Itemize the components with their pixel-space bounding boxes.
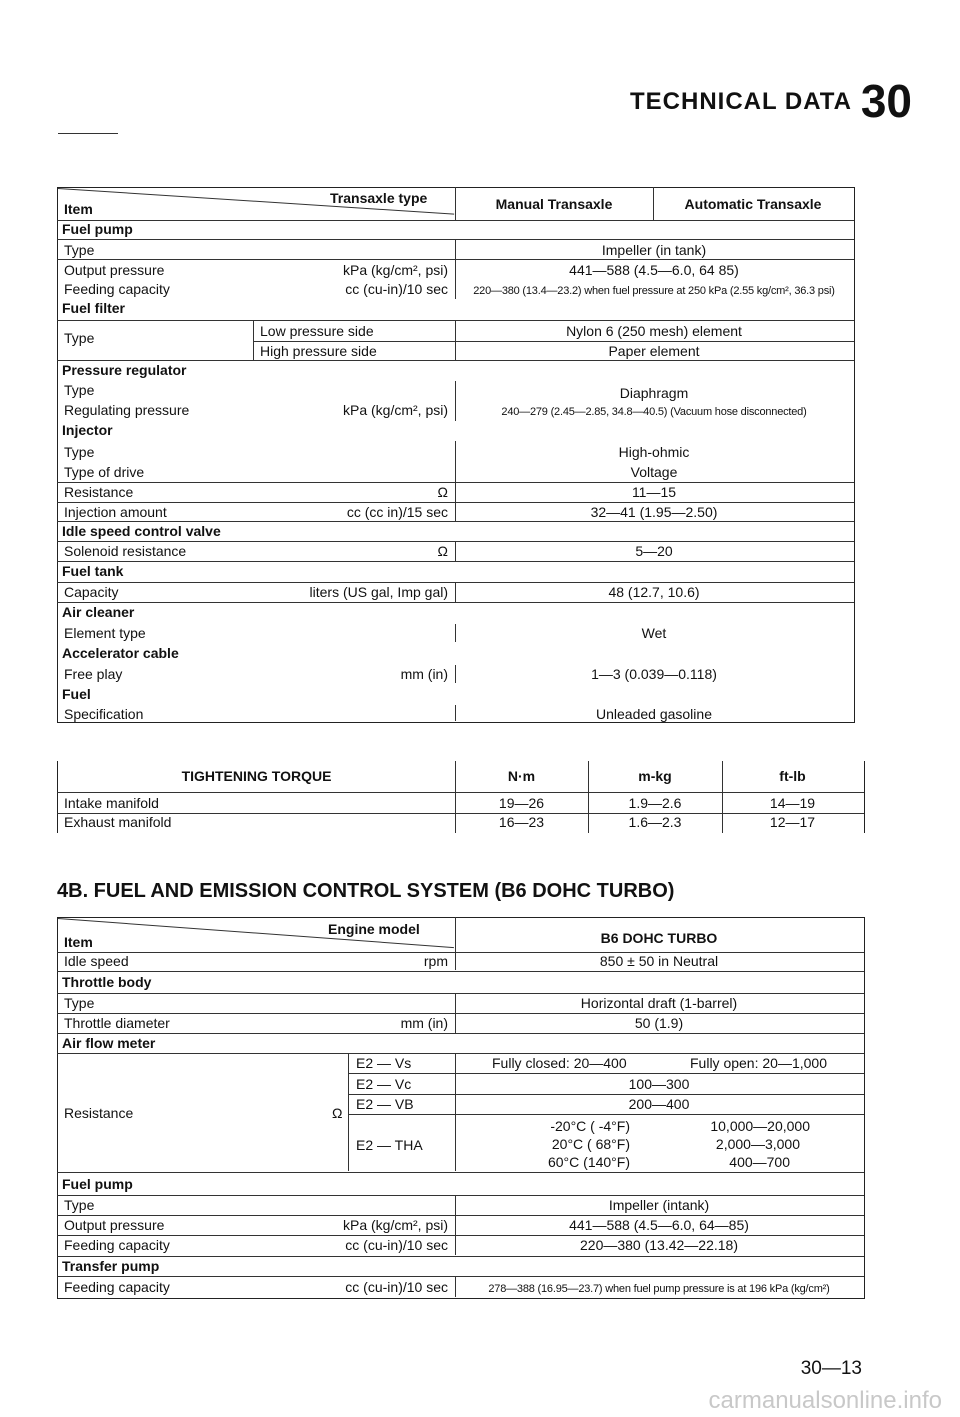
isc-sol-unit: Ω bbox=[437, 543, 448, 559]
afm-vb-value: 200—400 bbox=[628, 1096, 690, 1112]
inj-res-label: Resistance bbox=[64, 484, 134, 500]
t2-fp-type-value: Impeller (intank) bbox=[608, 1197, 710, 1213]
tha-ohm: 400—700 bbox=[729, 1154, 790, 1170]
ac-elem-label: Element type bbox=[64, 625, 146, 641]
pr-reg-value: 240—279 (2.45—2.85, 34.8—40.5) (Vacuum hose disconnected) bbox=[501, 406, 807, 418]
tank-cap-value: 48 (12.7, 10.6) bbox=[608, 584, 700, 600]
inj-res-value: 11—15 bbox=[631, 484, 677, 500]
inj-type-label: Type bbox=[64, 444, 95, 460]
fp-output-value: 441—588 (4.5—6.0, 64 85) bbox=[569, 262, 739, 278]
col-automatic-transaxle: Automatic Transaxle bbox=[684, 196, 822, 212]
torque-row-mkg: 1.9—2.6 bbox=[628, 795, 682, 811]
isc-valve-heading: Idle speed control valve bbox=[62, 523, 221, 539]
accel-play-unit: mm (in) bbox=[400, 666, 448, 682]
fp-type-label: Type bbox=[64, 242, 95, 258]
page-number: 30—13 bbox=[800, 1358, 862, 1379]
fuel-spec-value: Unleaded gasoline bbox=[596, 706, 712, 722]
isc-sol-value: 5—20 bbox=[635, 543, 673, 559]
afm-res-unit: Ω bbox=[332, 1105, 343, 1121]
afm-vs-value-a: Fully closed: 20—400 bbox=[492, 1055, 627, 1071]
accel-play-label: Free play bbox=[64, 666, 123, 682]
tb-dia-label: Throttle diameter bbox=[64, 1015, 170, 1031]
col-b6-dohc-turbo: B6 DOHC TURBO bbox=[600, 930, 718, 946]
afm-vs-value-b: Fully open: 20—1,000 bbox=[690, 1055, 827, 1071]
fp-output-label: Output pressure bbox=[64, 262, 165, 278]
torque-row-nm: 19—26 bbox=[498, 795, 545, 811]
fuel-spec-label: Specification bbox=[64, 706, 144, 722]
header-rule bbox=[58, 133, 118, 134]
t2-fp-output-value: 441—588 (4.5—6.0, 64—85) bbox=[569, 1217, 749, 1233]
isc-sol-label: Solenoid resistance bbox=[64, 543, 187, 559]
transfer-pump-heading: Transfer pump bbox=[62, 1258, 160, 1274]
air-flow-meter-heading: Air flow meter bbox=[62, 1035, 156, 1051]
idle-unit: rpm bbox=[423, 953, 448, 969]
inj-amount-label: Injection amount bbox=[64, 504, 167, 520]
torque-row-ftlb: 12—17 bbox=[769, 814, 816, 830]
corner-engine-model: Engine model bbox=[328, 921, 420, 937]
inj-amount-value: 32—41 (1.95—2.50) bbox=[590, 504, 718, 520]
fp-feeding-unit: cc (cu-in)/10 sec bbox=[345, 281, 448, 297]
torque-row-name: Intake manifold bbox=[64, 795, 159, 811]
t2-fp-feeding-label: Feeding capacity bbox=[64, 1237, 170, 1253]
tha-temp: -20°C ( -4°F) bbox=[550, 1118, 630, 1134]
fp-type-value: Impeller (in tank) bbox=[601, 242, 707, 258]
tb-dia-unit: mm (in) bbox=[400, 1015, 448, 1031]
ff-low-value: Nylon 6 (250 mesh) element bbox=[566, 323, 742, 339]
tank-cap-label: Capacity bbox=[64, 584, 119, 600]
fp-feeding-value: 220—380 (13.4—23.2) when fuel pressure at 250 kPa (2.55 kg/cm², 36.3 psi) bbox=[473, 285, 835, 297]
pr-reg-unit: kPa (kg/cm², psi) bbox=[342, 402, 448, 418]
fp-output-unit: kPa (kg/cm², psi) bbox=[342, 262, 448, 278]
page-header-title: TECHNICAL DATA bbox=[630, 88, 852, 115]
ff-type-label: Type bbox=[64, 330, 95, 346]
torque-row-nm: 16—23 bbox=[498, 814, 545, 830]
fuel-heading: Fuel bbox=[62, 686, 91, 702]
inj-res-unit: Ω bbox=[437, 484, 448, 500]
throttle-body-heading: Throttle body bbox=[62, 974, 152, 990]
tha-ohm: 2,000—3,000 bbox=[715, 1136, 800, 1152]
tank-cap-unit: liters (US gal, Imp gal) bbox=[309, 584, 448, 600]
tha-temp: 60°C (140°F) bbox=[547, 1154, 630, 1170]
col-manual-transaxle: Manual Transaxle bbox=[495, 196, 613, 212]
torque-col-ftlb: ft-lb bbox=[779, 768, 806, 784]
corner-item: Item bbox=[64, 934, 93, 950]
corner-transaxle-type: Transaxle type bbox=[330, 190, 428, 206]
tb-type-value: Horizontal draft (1-barrel) bbox=[580, 995, 738, 1011]
inj-drive-label: Type of drive bbox=[64, 464, 145, 480]
afm-vc-value: 100—300 bbox=[628, 1076, 690, 1092]
pr-reg-label: Regulating pressure bbox=[64, 402, 190, 418]
t2-fp-type-label: Type bbox=[64, 1197, 95, 1213]
tb-dia-value: 50 (1.9) bbox=[634, 1015, 684, 1031]
ac-elem-value: Wet bbox=[641, 625, 667, 641]
afm-tha-label: E2 — THA bbox=[356, 1137, 423, 1153]
afm-res-label: Resistance bbox=[64, 1105, 134, 1121]
tp-feeding-value: 278—388 (16.95—23.7) when fuel pump pressure is at 196 kPa (kg/cm²) bbox=[488, 1283, 830, 1295]
fuel-tank-heading: Fuel tank bbox=[62, 563, 124, 579]
torque-col-nm: N·m bbox=[507, 768, 536, 784]
tp-feeding-unit: cc (cu-in)/10 sec bbox=[345, 1279, 448, 1295]
pressure-regulator-heading: Pressure regulator bbox=[62, 362, 187, 378]
section-number: 30 bbox=[860, 75, 912, 127]
ff-high-label: High pressure side bbox=[260, 343, 377, 359]
watermark: carmanualsonline.info bbox=[708, 1387, 942, 1414]
torque-row-name: Exhaust manifold bbox=[64, 814, 172, 830]
fuel-filter-heading: Fuel filter bbox=[62, 300, 126, 316]
afm-vb-label: E2 — VB bbox=[356, 1096, 414, 1112]
t2-fuel-pump-heading: Fuel pump bbox=[62, 1176, 133, 1192]
tha-temp: 20°C ( 68°F) bbox=[551, 1136, 630, 1152]
inj-drive-value: Voltage bbox=[630, 464, 678, 480]
pr-type-label: Type bbox=[64, 382, 95, 398]
section-title: 4B. FUEL AND EMISSION CONTROL SYSTEM (B6 DOHC TURBO) bbox=[57, 880, 675, 902]
accel-play-value: 1—3 (0.039—0.118) bbox=[591, 666, 717, 682]
injector-heading: Injector bbox=[62, 422, 113, 438]
torque-row-mkg: 1.6—2.3 bbox=[628, 814, 682, 830]
ff-low-label: Low pressure side bbox=[260, 323, 374, 339]
torque-row-ftlb: 14—19 bbox=[769, 795, 816, 811]
air-cleaner-heading: Air cleaner bbox=[62, 604, 135, 620]
torque-col-mkg: m-kg bbox=[638, 768, 672, 784]
corner-item: Item bbox=[64, 201, 93, 217]
t2-fp-feeding-unit: cc (cu-in)/10 sec bbox=[345, 1237, 448, 1253]
idle-value: 850 ± 50 in Neutral bbox=[599, 953, 719, 969]
ff-high-value: Paper element bbox=[608, 343, 700, 359]
afm-vs-label: E2 — Vs bbox=[356, 1055, 412, 1071]
inj-amount-unit: cc (cc in)/15 sec bbox=[346, 504, 448, 520]
t2-fp-output-unit: kPa (kg/cm², psi) bbox=[342, 1217, 448, 1233]
inj-type-value: High-ohmic bbox=[618, 444, 690, 460]
torque-title: TIGHTENING TORQUE bbox=[181, 768, 332, 784]
t2-fp-feeding-value: 220—380 (13.42—22.18) bbox=[580, 1237, 738, 1253]
tb-type-label: Type bbox=[64, 995, 95, 1011]
tha-ohm: 10,000—20,000 bbox=[710, 1118, 810, 1134]
pr-type-value: Diaphragm bbox=[619, 385, 689, 401]
tp-feeding-label: Feeding capacity bbox=[64, 1279, 170, 1295]
t2-fp-output-label: Output pressure bbox=[64, 1217, 165, 1233]
fp-feeding-label: Feeding capacity bbox=[64, 281, 170, 297]
idle-label: Idle speed bbox=[64, 953, 129, 969]
afm-vc-label: E2 — Vc bbox=[356, 1076, 412, 1092]
fuel-pump-heading: Fuel pump bbox=[62, 221, 133, 237]
accelerator-cable-heading: Accelerator cable bbox=[62, 645, 179, 661]
